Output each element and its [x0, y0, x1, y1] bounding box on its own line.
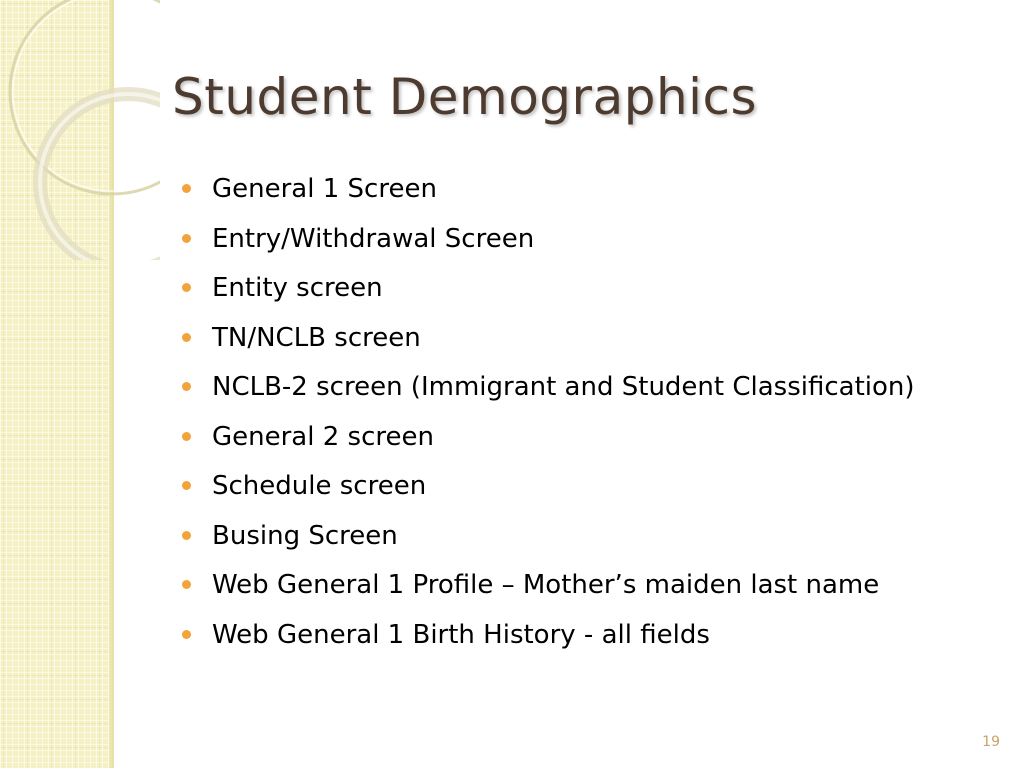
list-item	[182, 318, 1002, 368]
list-item-text: Entry/Withdrawal Screen	[212, 223, 535, 254]
list-item	[182, 219, 1002, 269]
bullet-icon	[182, 333, 191, 342]
list-item-text: General 2 screen	[212, 421, 434, 452]
bullet-icon	[182, 382, 191, 391]
list-item	[182, 169, 1002, 219]
bullet-icon	[182, 630, 191, 639]
list-item	[182, 516, 1002, 566]
bullet-icon	[182, 481, 191, 490]
decorative-rings	[0, 0, 160, 260]
list-item	[182, 615, 1002, 665]
list-item-text: TN/NCLB screen	[212, 322, 421, 353]
list-item-text: Web General 1 Birth History - all fields	[212, 619, 710, 650]
list-item	[182, 268, 1002, 318]
bullet-icon	[182, 580, 191, 589]
list-item	[182, 466, 1002, 516]
bullet-icon	[182, 531, 191, 540]
bullet-icon	[182, 432, 191, 441]
bullet-icon	[182, 184, 191, 193]
slide-number: 19	[982, 734, 1000, 750]
list-item	[182, 367, 1002, 417]
list-item	[182, 565, 1002, 615]
slide-title: Student Demographics	[172, 68, 758, 126]
bullet-icon	[182, 283, 191, 292]
list-item-text: Schedule screen	[212, 471, 427, 501]
bullet-list	[182, 169, 1002, 664]
list-item-text: Entity screen	[212, 273, 383, 303]
list-item-text: Web General 1 Profile – Mother’s maiden last name	[212, 570, 880, 600]
bullet-icon	[182, 234, 191, 243]
list-item-text: NCLB-2 screen (Immigrant and Student Classification)	[212, 372, 915, 402]
list-item-text: General 1 Screen	[212, 174, 437, 204]
list-item-text: Busing Screen	[212, 520, 398, 551]
list-item	[182, 417, 1002, 467]
